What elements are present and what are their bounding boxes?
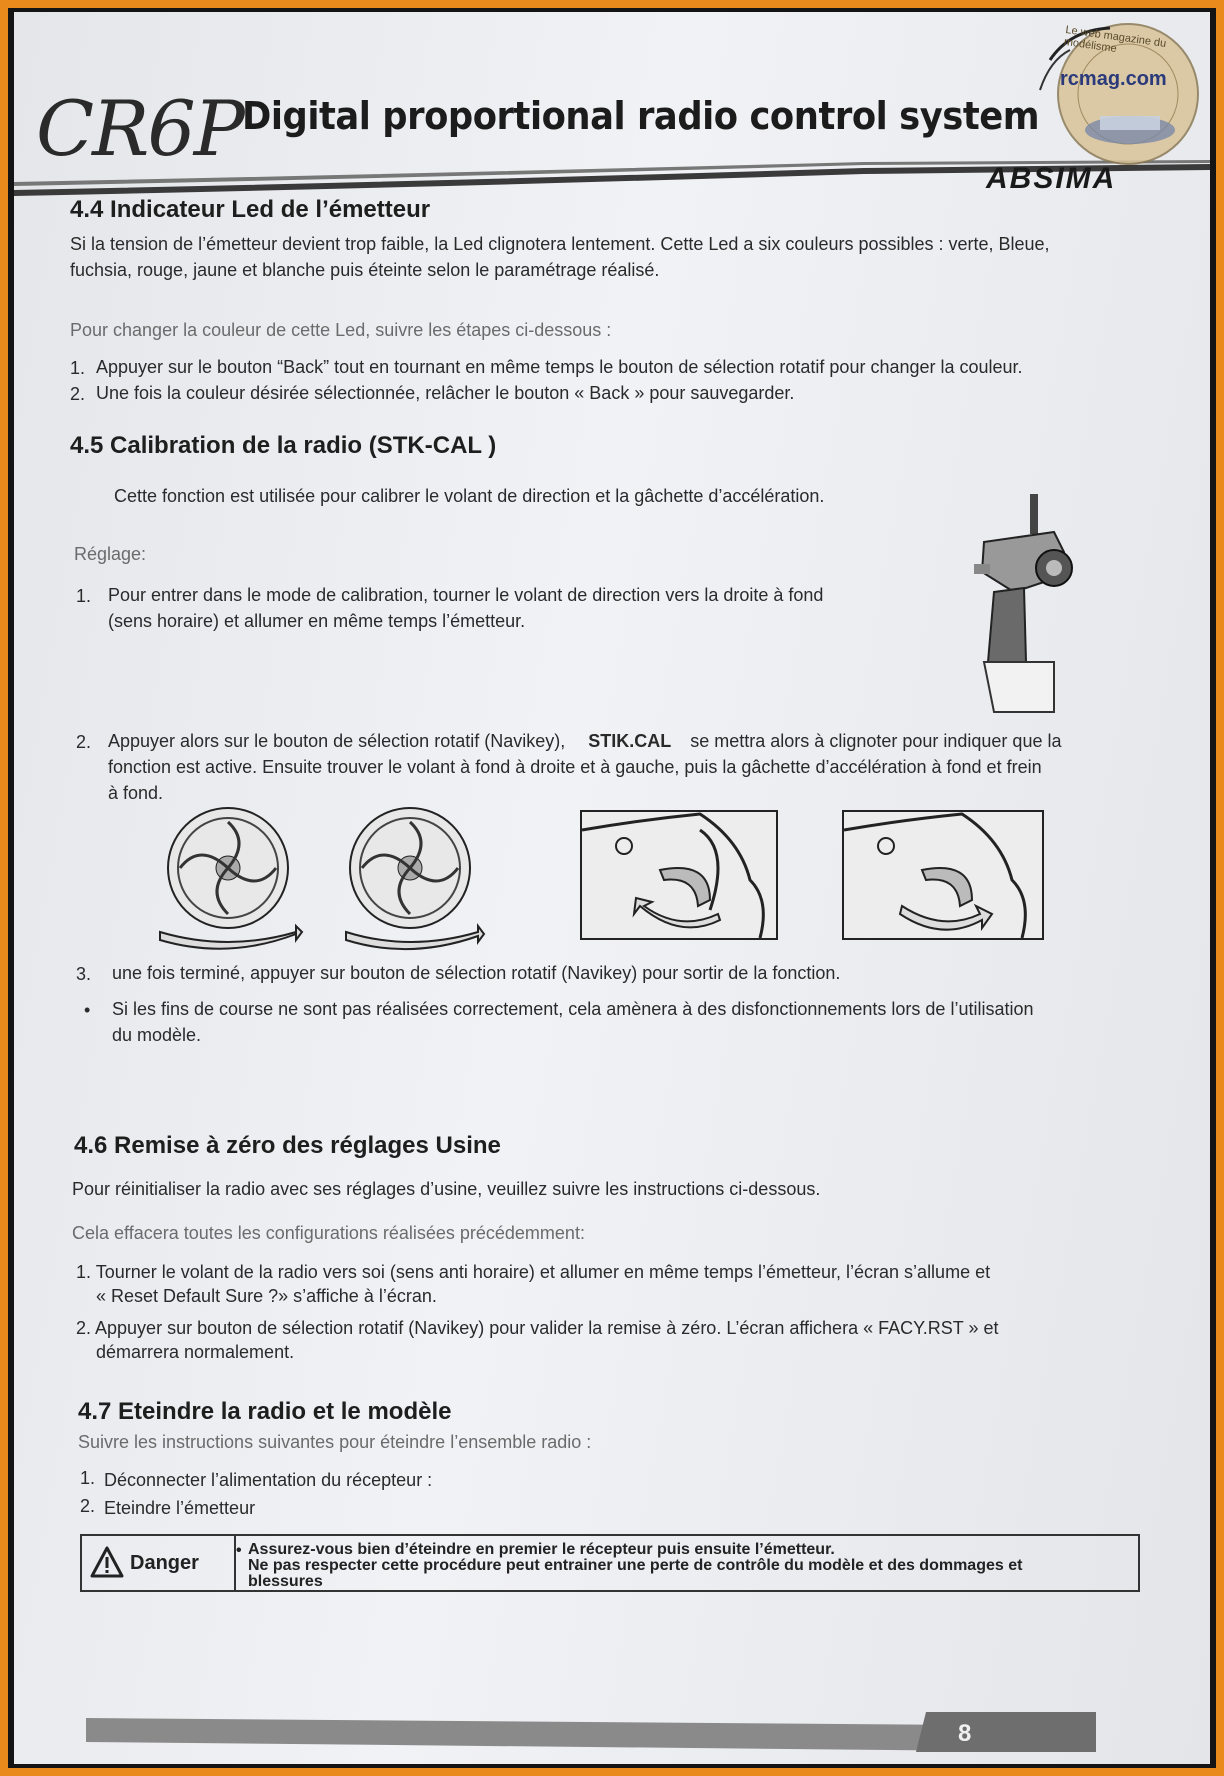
s46-step1-line1: 1. Tourner le volant de la radio vers soi (sens anti horaire) et allumer en même temps l’émetteur, l’écran s’allume et <box>76 1262 991 1282</box>
manual-page <box>14 12 1210 1764</box>
s45-step3-number: 3. <box>76 964 92 984</box>
danger-label: Danger <box>130 1552 199 1574</box>
s45-step1-number: 1. <box>76 586 92 606</box>
s45-note-line1: Si les fins de course ne sont pas réalisées correctement, cela amènera à des disfonctionnements lors de l’utilisation <box>112 999 1034 1019</box>
s44-paragraph-2: Pour changer la couleur de cette Led, suivre les étapes ci-dessous : <box>70 320 612 340</box>
danger-line-3: blessures <box>248 1573 323 1590</box>
s47-step-text: Déconnecter l’alimentation du récepteur : <box>104 1470 433 1490</box>
danger-line-2: Ne pas respecter cette procédure peut entrainer une perte de contrôle du modèle et des dommages et <box>248 1557 1023 1574</box>
s45-note-bullet: • <box>84 1000 91 1020</box>
trigger-pull-illustration <box>580 810 778 940</box>
s45-step3: une fois terminé, appuyer sur bouton de sélection rotatif (Navikey) pour sortir de la fonction. <box>112 963 841 983</box>
s47-intro: Suivre les instructions suivantes pour éteindre l’ensemble radio : <box>78 1432 592 1452</box>
section-4-6-title: 4.6 Remise à zéro des réglages Usine <box>74 1132 501 1159</box>
s45-step2-number: 2. <box>76 732 92 752</box>
section-4-7-title: 4.7 Eteindre la radio et le modèle <box>78 1398 452 1425</box>
s44-step-number: 2. <box>70 384 86 404</box>
s45-step2-line2: fonction est active. Ensuite trouver le volant à fond à droite et à gauche, puis la gâchette d’accélération à fond et frein <box>108 757 1042 777</box>
section-4-5-title: 4.5 Calibration de la radio (STK-CAL ) <box>70 432 497 459</box>
s44-step-text: Une fois la couleur désirée sélectionnée, relâcher le bouton « Back » pour sauvegarder. <box>96 383 795 403</box>
s46-step2-line1: 2. Appuyer sur bouton de sélection rotatif (Navikey) pour valider la remise à zéro. L’écran affichera « FACY.RST » et <box>76 1318 999 1338</box>
s46-step2-line2: démarrera normalement. <box>96 1342 295 1362</box>
watermark-site: rcmag.com <box>1060 68 1167 90</box>
cr6p-logo: CR6P <box>36 84 243 173</box>
page-number: 8 <box>958 1720 972 1747</box>
danger-label-cell <box>82 1536 236 1590</box>
transmitter-illustration <box>954 492 1094 732</box>
page-title: Digital proportional radio control system <box>242 94 1040 138</box>
s47-step-number: 1. <box>80 1468 96 1488</box>
danger-bullet: • <box>236 1542 242 1559</box>
s44-paragraph-1a: Si la tension de l’émetteur devient trop faible, la Led clignotera lentement. Cette Led a six couleurs possibles : verte, Bleue, <box>70 234 1050 254</box>
danger-box <box>80 1534 1140 1592</box>
s44-paragraph-1b: fuchsia, rouge, jaune et blanche puis éteinte selon le paramétrage réalisé. <box>70 260 660 280</box>
s44-step-number: 1. <box>70 358 86 378</box>
section-4-4-title: 4.4 Indicateur Led de l’émetteur <box>70 196 431 223</box>
s45-step2-part2: se mettra alors à clignoter pour indiquer que la <box>690 731 1062 751</box>
footer-bar <box>86 1712 1096 1752</box>
s45-step1-line2: (sens horaire) et allumer en même temps l’émetteur. <box>108 611 526 631</box>
danger-message <box>248 1542 1022 1590</box>
s46-step1-line2: « Reset Default Sure ?» s’affiche à l’écran. <box>96 1286 437 1306</box>
s46-paragraph-1: Pour réinitialiser la radio avec ses réglages d’usine, veuillez suivre les instructions ci-dessous. <box>72 1179 821 1199</box>
s47-step-text: Eteindre l’émetteur <box>104 1498 256 1518</box>
wheel-right-illustration <box>332 802 492 962</box>
s45-step2-line1 <box>108 729 1061 754</box>
s45-intro: Cette fonction est utilisée pour calibrer le volant de direction et la gâchette d’accélération. <box>114 486 825 506</box>
watermark-tagline: Le web magazine du modélisme <box>1063 23 1167 56</box>
danger-line-1: Assurez-vous bien d’éteindre en premier le récepteur puis ensuite l’émetteur. <box>248 1541 835 1558</box>
wheel-left-illustration <box>150 802 310 962</box>
trigger-push-illustration <box>842 810 1044 940</box>
brand-logo: ABSIMA <box>986 162 1117 195</box>
s45-step2-part1: Appuyer alors sur le bouton de sélection rotatif (Navikey), <box>108 731 566 751</box>
warning-icon <box>90 1546 124 1578</box>
s47-step-number: 2. <box>80 1496 96 1516</box>
s45-step2-line3: à fond. <box>108 783 164 803</box>
stik-cal-label: STIK.CAL <box>588 731 672 751</box>
s45-note-line2: du modèle. <box>112 1025 202 1045</box>
s46-paragraph-2: Cela effacera toutes les configurations réalisées précédemment: <box>72 1223 585 1243</box>
s45-step1-line1: Pour entrer dans le mode de calibration, tourner le volant de direction vers la droite à fond <box>108 585 824 605</box>
s45-reglage: Réglage: <box>74 544 147 564</box>
s44-step-text: Appuyer sur le bouton “Back” tout en tournant en même temps le bouton de sélection rotatif pour changer la couleur. <box>96 357 1023 377</box>
